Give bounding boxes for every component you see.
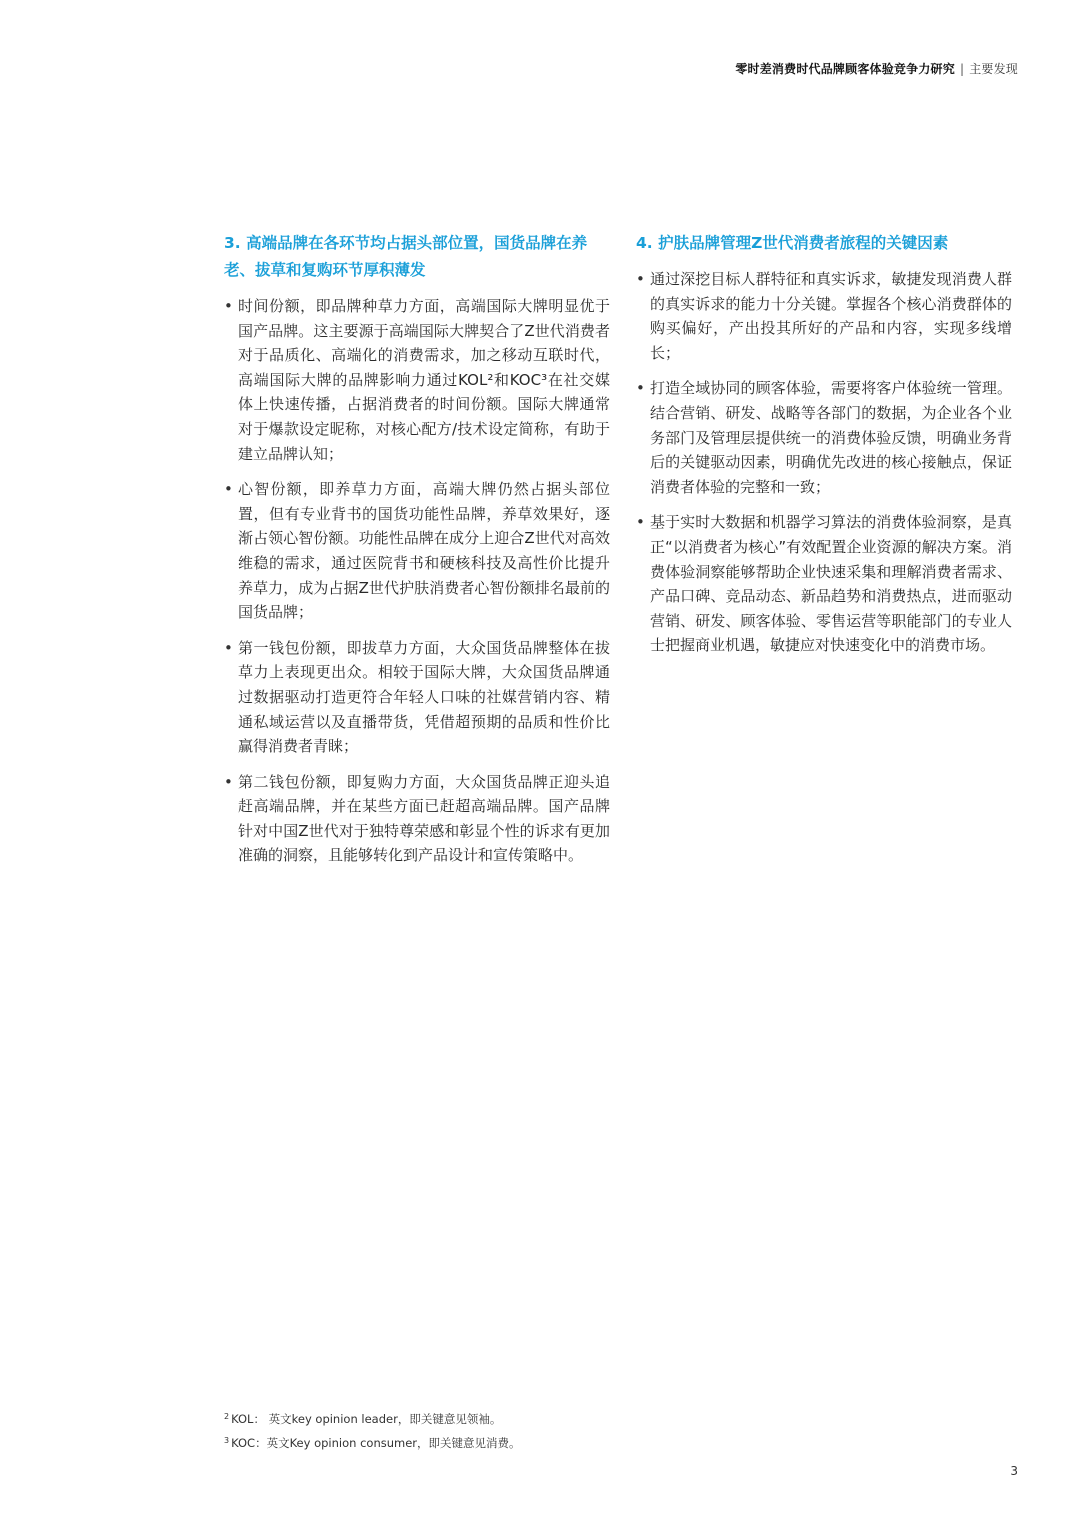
bullet-text: 基于实时大数据和机器学习算法的消费体验洞察，是真正“以消费者为核心”有效配置企业资源的解决方案。消费体验洞察能够帮助企业快速采集和理解消费者需求、产品口碑、竞品动态、新品趋势和消费热点，进而驱动营销、研发、顾客体验、零售运营等职能部门的专业人士把握商业机遇，敏捷应对快速变化中的消费市场。 — [650, 513, 1012, 655]
bullet-item — [224, 294, 610, 466]
bullet-text: 第一钱包份额，即拔草力方面，大众国货品牌整体在拔草力上表现更出众。相较于国际大牌，大众国货品牌通过数据驱动打造更符合年轻人口味的社媒营销内容、精通私域运营以及直播带货，凭借超预期的品质和性价比赢得消费者青睐； — [238, 638, 610, 756]
section-name: 主要发现 — [969, 62, 1018, 76]
page-number: 3 — [1010, 1464, 1018, 1478]
footnote — [224, 1430, 521, 1454]
footnote — [224, 1406, 521, 1430]
report-title: 零时差消费时代品牌顾客体验竞争力研究 — [735, 62, 955, 76]
footnote-text: KOL： 英文key opinion leader，即关键意见领袖。 — [231, 1412, 502, 1426]
bullet-item — [224, 770, 610, 868]
bullet-dot: • — [224, 297, 233, 315]
left-column — [224, 230, 610, 879]
bullet-dot: • — [224, 480, 233, 499]
bullet-item — [224, 477, 610, 625]
section-3-bullet-list — [224, 294, 610, 868]
bullet-dot: • — [636, 379, 645, 398]
footnotes — [224, 1406, 521, 1454]
bullet-item — [224, 636, 610, 759]
section-4-bullet-list — [636, 267, 1012, 658]
running-header — [735, 60, 1018, 77]
right-column — [636, 230, 1012, 669]
bullet-dot: • — [224, 772, 233, 791]
bullet-item — [636, 267, 1012, 365]
bullet-text: 心智份额，即养草力方面，高端大牌仍然占据头部位置，但有专业背书的国货功能性品牌，养草效果好，逐渐占领心智份额。功能性品牌在成分上迎合Z世代对高效维稳的需求，通过医院背书和硬核科技及高性价比提升养草力，成为占据Z世代护肤消费者心智份额排名最前的国货品牌； — [238, 480, 610, 622]
bullet-text: 时间份额，即品牌种草力方面，高端国际大牌明显优于国产品牌。这主要源于高端国际大牌契合了Z世代消费者对于品质化、高端化的消费需求，加之移动互联时代，高端国际大牌的品牌影响力通过KOL²和KOC³在社交媒体上快速传播，占据消费者的时间份额。国际大牌通常对于爆款设定昵称，对核心配方/技术设定简称，有助于建立品牌认知； — [238, 297, 610, 463]
bullet-dot: • — [636, 270, 645, 288]
footnote-text: KOC：英文Key opinion consumer，即关键意见消费。 — [231, 1436, 521, 1450]
section-3-heading: 3. 高端品牌在各环节均占据头部位置，国货品牌在养老、拔草和复购环节厚积薄发 — [224, 234, 588, 279]
footnote-marker: 3 — [224, 1436, 230, 1445]
footnote-marker: 2 — [224, 1412, 230, 1421]
header-separator: | — [959, 62, 965, 76]
bullet-text: 通过深挖目标人群特征和真实诉求，敏捷发现消费人群的真实诉求的能力十分关键。掌握各个核心消费群体的购买偏好，产出投其所好的产品和内容，实现多线增长； — [650, 270, 1012, 362]
bullet-text: 打造全域协同的顾客体验，需要将客户体验统一管理。 结合营销、研发、战略等各部门的数据，为企业各个业务部门及管理层提供统一的消费体验反馈，明确业务背后的关键驱动因素，明确优先改进的核心接触点，保证消费者体验的完整和一致； — [650, 379, 1012, 496]
section-4-heading: 4. 护肤品牌管理Z世代消费者旅程的关键因素 — [636, 234, 949, 252]
bullet-dot: • — [636, 513, 645, 532]
bullet-dot: • — [224, 638, 233, 657]
bullet-item — [636, 510, 1012, 658]
bullet-item — [636, 376, 1012, 499]
bullet-text: 第二钱包份额，即复购力方面，大众国货品牌正迎头追赶高端品牌，并在某些方面已赶超高端品牌。国产品牌针对中国Z世代对于独特尊荣感和彰显个性的诉求有更加准确的洞察，且能够转化到产品设计和宣传策略中。 — [238, 772, 610, 865]
